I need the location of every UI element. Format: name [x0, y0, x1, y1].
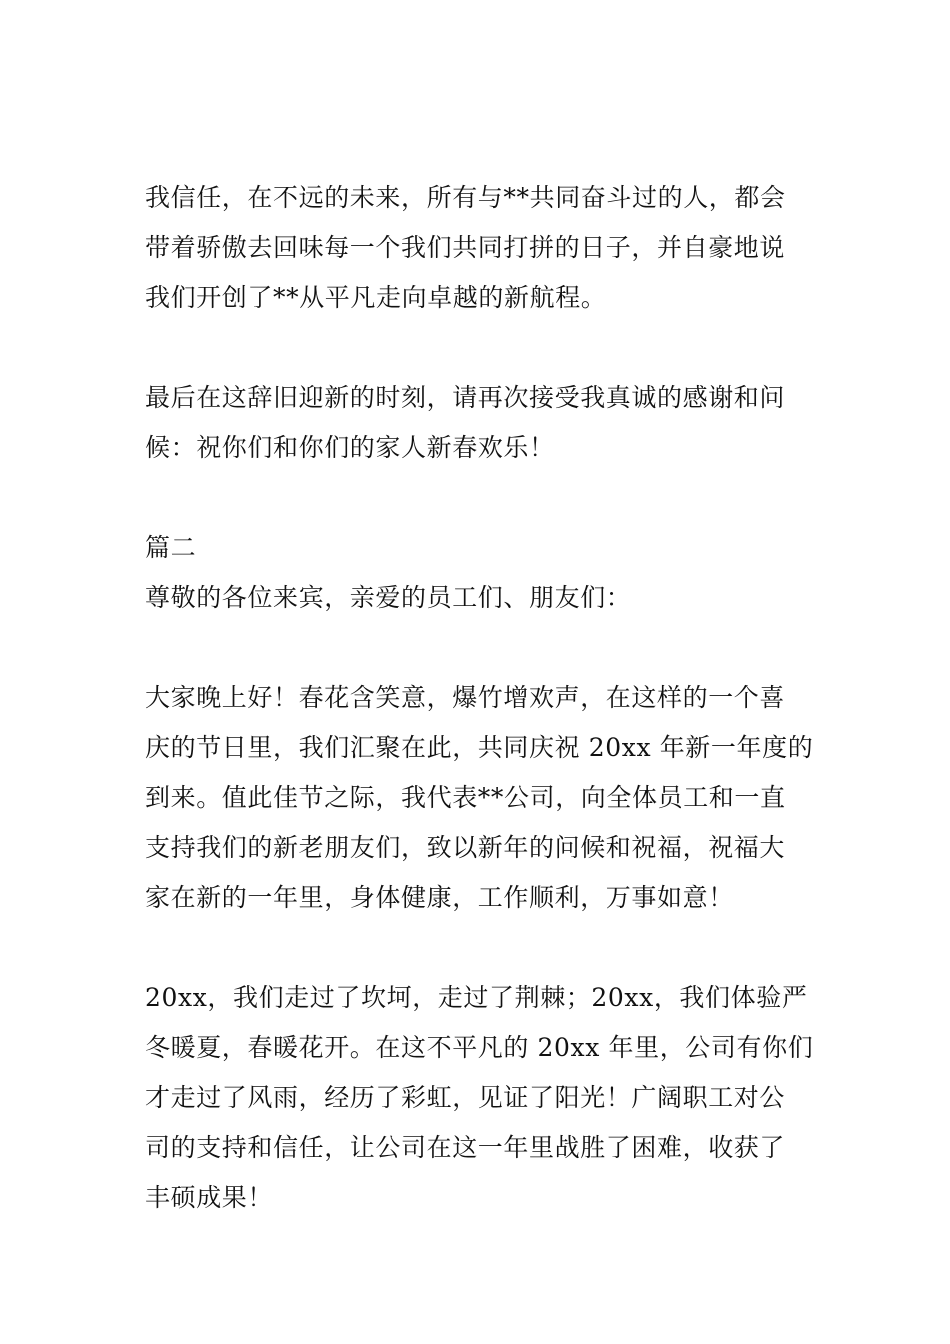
- salutation: 尊敬的各位来宾，亲爱的员工们、朋友们：: [145, 583, 632, 612]
- paragraph-3-line-2: 庆的节日里，我们汇聚在此，共同庆祝 20xx 年新一年度的: [145, 733, 814, 762]
- paragraph-4-line-4: 司的支持和信任，让公司在这一年里战胜了困难，收获了: [145, 1133, 786, 1162]
- paragraph-2-line-1: 最后在这辞旧迎新的时刻，请再次接受我真诚的感谢和问: [145, 383, 786, 412]
- paragraph-4-line-1: 20xx，我们走过了坎坷，走过了荆棘；20xx，我们体验严: [145, 983, 808, 1012]
- paragraph-3-line-1: 大家晚上好！春花含笑意，爆竹增欢声，在这样的一个喜: [145, 683, 786, 712]
- paragraph-3-line-3: 到来。值此佳节之际，我代表**公司，向全体员工和一直: [145, 783, 786, 812]
- paragraph-4-line-5: 丰硕成果！: [145, 1183, 274, 1212]
- section-heading: 篇二: [145, 533, 197, 562]
- paragraph-4-line-3: 才走过了风雨，经历了彩虹，见证了阳光！广阔职工对公: [145, 1083, 786, 1112]
- paragraph-4-line-2: 冬暖夏，春暖花开。在这不平凡的 20xx 年里，公司有你们: [145, 1033, 814, 1062]
- paragraph-2-line-2: 候：祝你们和你们的家人新春欢乐！: [145, 433, 555, 462]
- paragraph-1-line-3: 我们开创了**从平凡走向卓越的新航程。: [145, 283, 607, 312]
- paragraph-3-line-4: 支持我们的新老朋友们，致以新年的问候和祝福，祝福大: [145, 833, 786, 862]
- paragraph-1-line-2: 带着骄傲去回味每一个我们共同打拼的日子，并自豪地说: [145, 233, 786, 262]
- paragraph-1-line-1: 我信任，在不远的未来，所有与**共同奋斗过的人，都会: [145, 183, 786, 212]
- paragraph-3-line-5: 家在新的一年里，身体健康，工作顺利，万事如意！: [145, 883, 734, 912]
